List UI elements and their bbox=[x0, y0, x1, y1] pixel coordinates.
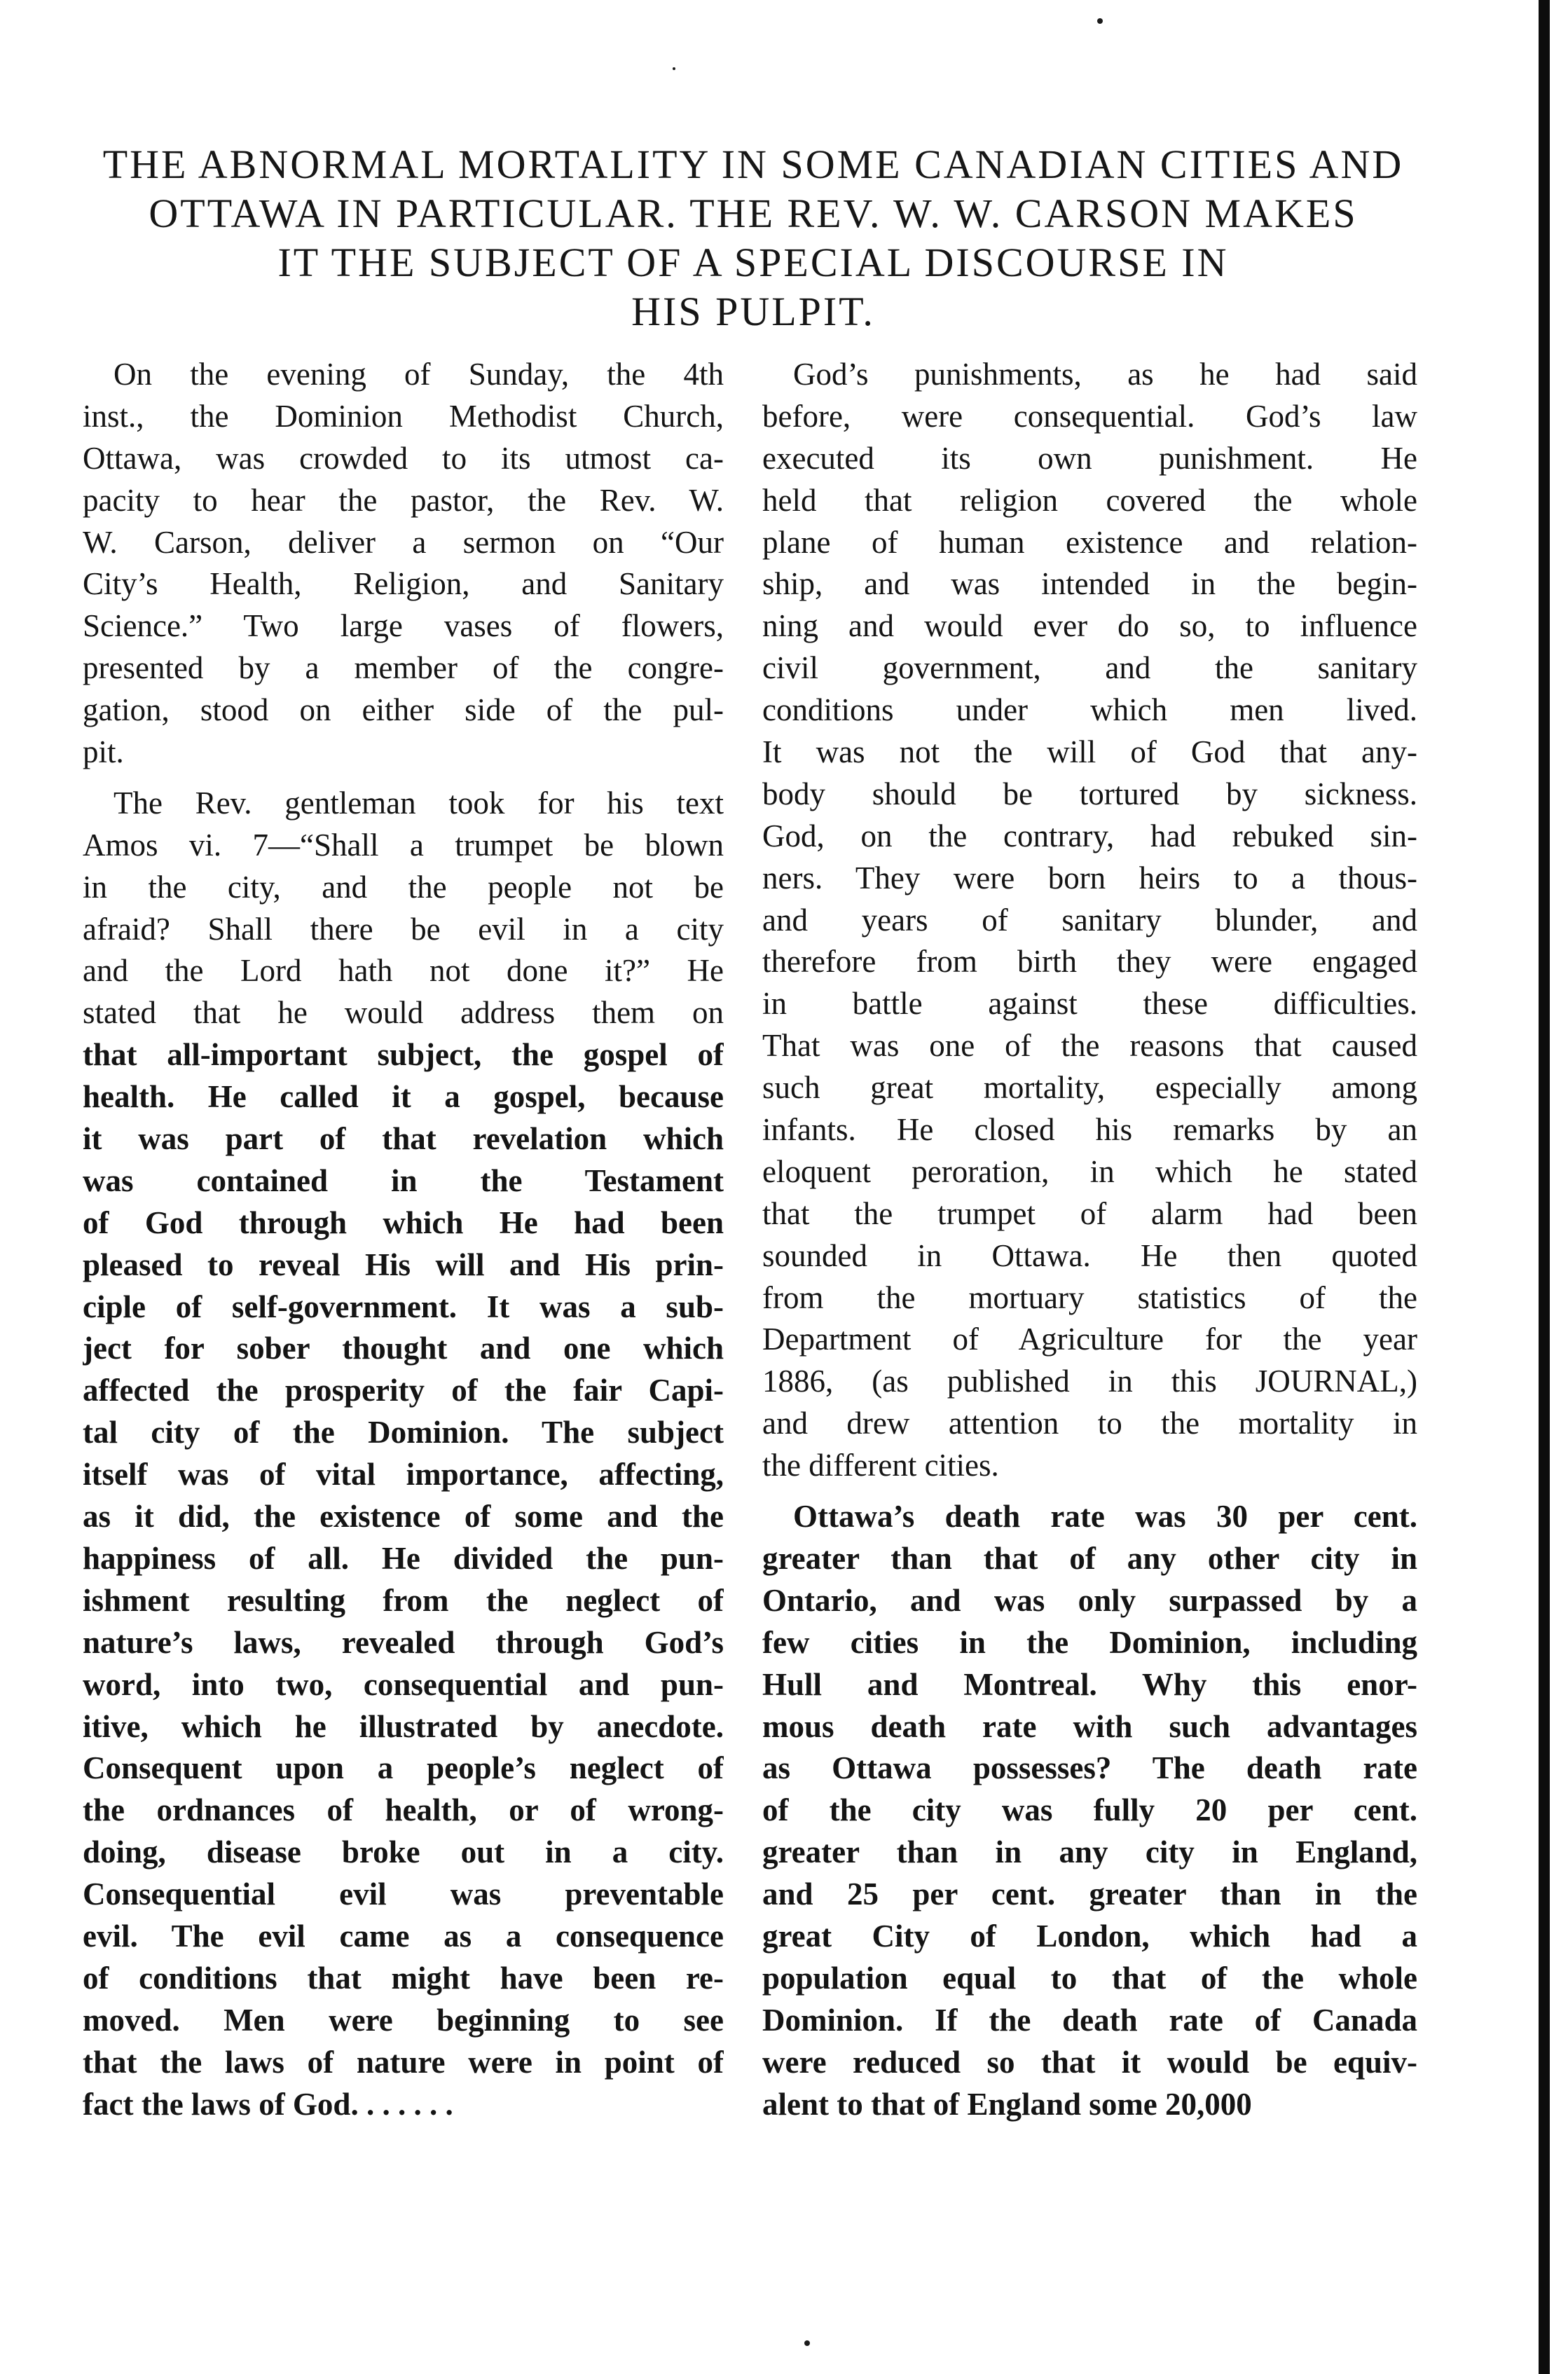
text-line: On the evening of Sunday, the 4th bbox=[114, 357, 724, 392]
text-line: presented by a member of the congre- bbox=[83, 650, 724, 686]
text-line: That was one of the reasons that caused bbox=[762, 1028, 1417, 1064]
text-line: the ordnances of health, or of wrong- bbox=[83, 1792, 724, 1828]
text-line: afraid? Shall there be evil in a city bbox=[83, 911, 724, 947]
text-line: Hull and Montreal. Why this enor- bbox=[762, 1666, 1417, 1702]
text-line: doing, disease broke out in a city. bbox=[83, 1834, 724, 1870]
headline-line: OTTAWA IN PARTICULAR. THE REV. W. W. CARSON MAKES bbox=[149, 191, 1358, 236]
scan-speck-bottom bbox=[804, 2340, 810, 2346]
text-line: God, on the contrary, had rebuked sin- bbox=[762, 818, 1417, 853]
text-line: and the Lord hath not done it?” He bbox=[83, 953, 724, 989]
text-line: and drew attention to the mortality in bbox=[762, 1406, 1417, 1441]
text-line: as it did, the existence of some and the bbox=[83, 1499, 724, 1535]
text-line: civil government, and the sanitary bbox=[762, 650, 1417, 686]
scan-speck-mid bbox=[673, 67, 675, 70]
text-line: inst., the Dominion Methodist Church, bbox=[83, 398, 724, 434]
headline-line: THE ABNORMAL MORTALITY IN SOME CANADIAN CITIES AND bbox=[102, 142, 1404, 187]
scan-speck-top bbox=[1097, 18, 1103, 24]
text-line: conditions under which men lived. bbox=[762, 692, 1417, 728]
left-text-column bbox=[83, 354, 724, 2125]
text-line: and 25 per cent. greater than in the bbox=[762, 1876, 1417, 1912]
text-line: few cities in the Dominion, including bbox=[762, 1624, 1417, 1660]
text-line: the different cities. bbox=[762, 1448, 999, 1483]
text-line: such great mortality, especially among bbox=[762, 1070, 1417, 1106]
text-line: of God through which He had been bbox=[83, 1205, 724, 1240]
text-line: 1886, (as published in this JOURNAL,) bbox=[762, 1364, 1417, 1399]
text-line: were reduced so that it would be equiv- bbox=[762, 2044, 1417, 2080]
text-line: population equal to that of the whole bbox=[762, 1960, 1417, 1996]
text-line: happiness of all. He divided the pun- bbox=[83, 1540, 724, 1576]
text-line: itive, which he illustrated by anecdote. bbox=[83, 1708, 724, 1744]
text-line: executed its own punishment. He bbox=[762, 440, 1417, 476]
text-line: in the city, and the people not be bbox=[83, 869, 724, 905]
text-line: itself was of vital importance, affecting, bbox=[83, 1457, 724, 1493]
text-line: before, were consequential. God’s law bbox=[762, 398, 1417, 434]
text-line: great City of London, which had a bbox=[762, 1918, 1417, 1954]
text-line: Amos vi. 7—“Shall a trumpet be blown bbox=[83, 827, 724, 863]
text-line: that the trumpet of alarm had been bbox=[762, 1195, 1417, 1231]
paragraph-gap bbox=[83, 774, 724, 783]
text-line: as Ottawa possesses? The death rate bbox=[762, 1750, 1417, 1786]
scan-edge-bar bbox=[1539, 0, 1550, 2374]
text-line: held that religion covered the whole bbox=[762, 482, 1417, 518]
text-line: eloquent peroration, in which he stated bbox=[762, 1153, 1417, 1189]
text-line: ishment resulting from the neglect of bbox=[83, 1582, 724, 1618]
text-line: W. Carson, deliver a sermon on “Our bbox=[83, 524, 724, 560]
text-line: that all-important subject, the gospel of bbox=[83, 1037, 724, 1073]
text-line: alent to that of England some 20,000 bbox=[762, 2086, 1252, 2122]
text-line: therefore from birth they were engaged bbox=[762, 944, 1417, 980]
text-line: moved. Men were beginning to see bbox=[83, 2002, 724, 2038]
text-line: ners. They were born heirs to a thous- bbox=[762, 860, 1417, 896]
text-line: It was not the will of God that any- bbox=[762, 734, 1417, 770]
text-line: infants. He closed his remarks by an bbox=[762, 1112, 1417, 1148]
text-line: evil. The evil came as a consequence bbox=[83, 1918, 724, 1954]
text-line: from the mortuary statistics of the bbox=[762, 1279, 1417, 1315]
text-line: Ottawa’s death rate was 30 per cent. bbox=[793, 1499, 1417, 1535]
text-line: health. He called it a gospel, because bbox=[83, 1079, 724, 1115]
text-line: God’s punishments, as he had said bbox=[793, 357, 1417, 392]
text-line: affected the prosperity of the fair Capi- bbox=[83, 1373, 724, 1408]
text-line: Consequential evil was preventable bbox=[83, 1876, 724, 1912]
text-line: nature’s laws, revealed through God’s bbox=[83, 1624, 724, 1660]
headline-line: HIS PULPIT. bbox=[631, 289, 875, 334]
paragraph bbox=[762, 1496, 1417, 2125]
text-line: pacity to hear the pastor, the Rev. W. bbox=[83, 482, 724, 518]
right-text-column bbox=[762, 354, 1417, 2125]
text-line: of the city was fully 20 per cent. bbox=[762, 1792, 1417, 1828]
paragraph bbox=[762, 354, 1417, 1487]
text-line: tal city of the Dominion. The subject bbox=[83, 1415, 724, 1450]
text-line: pit. bbox=[83, 734, 124, 770]
text-line: of conditions that might have been re- bbox=[83, 1960, 724, 1996]
text-line: it was part of that revelation which bbox=[83, 1121, 724, 1157]
paragraph-gap bbox=[762, 1487, 1417, 1496]
text-line: greater than in any city in England, bbox=[762, 1834, 1417, 1870]
text-line: gation, stood on either side of the pul- bbox=[83, 692, 724, 728]
text-line: greater than that of any other city in bbox=[762, 1540, 1417, 1576]
text-line: Science.” Two large vases of flowers, bbox=[83, 608, 724, 644]
paragraph bbox=[83, 354, 724, 774]
text-line: stated that he would address them on bbox=[83, 995, 724, 1031]
headline-line: IT THE SUBJECT OF A SPECIAL DISCOURSE IN bbox=[277, 240, 1229, 285]
text-line: fact the laws of God. . . . . . . bbox=[83, 2086, 453, 2122]
paragraph bbox=[83, 783, 724, 2126]
text-line: Dominion. If the death rate of Canada bbox=[762, 2002, 1417, 2038]
text-line: in battle against these difficulties. bbox=[762, 986, 1417, 1022]
text-line: and years of sanitary blunder, and bbox=[762, 902, 1417, 938]
text-line: word, into two, consequential and pun- bbox=[83, 1666, 724, 1702]
text-line: that the laws of nature were in point of bbox=[83, 2044, 724, 2080]
text-line: plane of human existence and relation- bbox=[762, 524, 1417, 560]
text-line: Ontario, and was only surpassed by a bbox=[762, 1582, 1417, 1618]
text-line: ning and would ever do so, to influence bbox=[762, 608, 1417, 644]
text-line: was contained in the Testament bbox=[83, 1162, 724, 1198]
article-headline bbox=[77, 140, 1429, 336]
text-line: The Rev. gentleman took for his text bbox=[114, 785, 724, 821]
text-line: sounded in Ottawa. He then quoted bbox=[762, 1237, 1417, 1273]
text-line: ject for sober thought and one which bbox=[83, 1331, 724, 1366]
text-line: mous death rate with such advantages bbox=[762, 1708, 1417, 1744]
text-line: City’s Health, Religion, and Sanitary bbox=[83, 566, 724, 602]
text-line: ship, and was intended in the begin- bbox=[762, 566, 1417, 602]
text-line: Consequent upon a people’s neglect of bbox=[83, 1750, 724, 1786]
text-line: ciple of self-government. It was a sub- bbox=[83, 1289, 724, 1324]
text-line: body should be tortured by sickness. bbox=[762, 776, 1417, 811]
text-line: pleased to reveal His will and His prin- bbox=[83, 1247, 724, 1282]
text-line: Ottawa, was crowded to its utmost ca- bbox=[83, 440, 724, 476]
text-line: Department of Agriculture for the year bbox=[762, 1322, 1417, 1357]
